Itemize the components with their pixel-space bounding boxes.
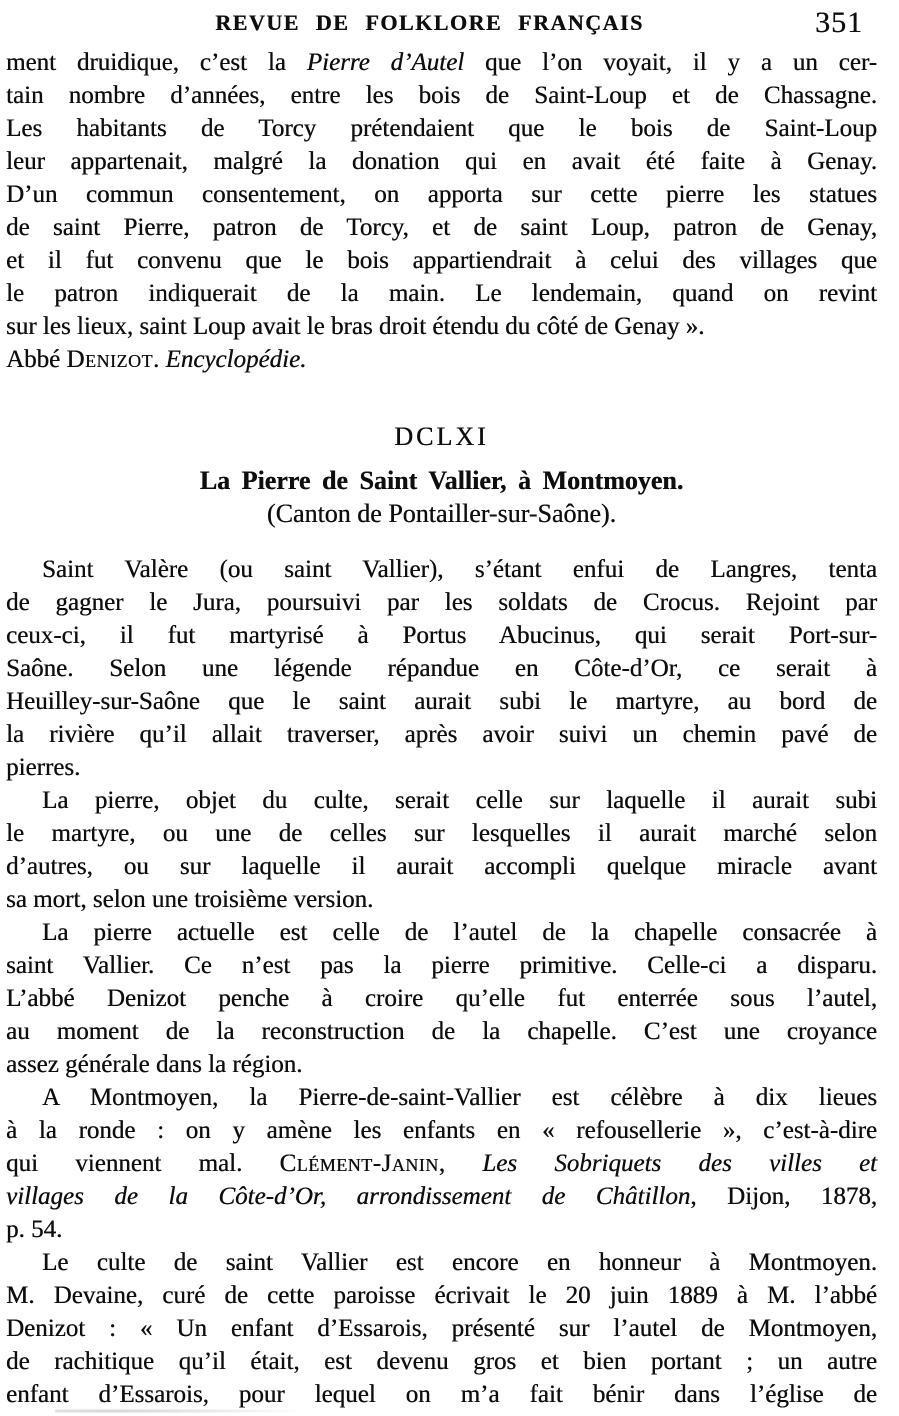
- text-line: [6, 751, 877, 784]
- text-line: [6, 310, 877, 343]
- paragraph-pierre-objet-du-culte: [6, 784, 877, 916]
- text-run: pierres.: [6, 754, 81, 781]
- text-run: Pierre d’Autel: [306, 49, 465, 76]
- text-line: [6, 718, 877, 751]
- text-line: [6, 619, 877, 652]
- text-line: [6, 343, 877, 376]
- text-run: L’abbé Denizot penche à croire qu’elle fut enterrée sous l’autel,: [6, 985, 877, 1012]
- text-run: ment druidique, c’est la: [6, 49, 307, 76]
- text-line: [6, 46, 877, 79]
- text-line: [6, 916, 877, 949]
- text-run: de saint Pierre, patron de Torcy, et de saint Loup, patron de Genay,: [6, 214, 877, 241]
- text-run: p. 54.: [6, 1216, 63, 1243]
- text-line: [6, 1081, 877, 1114]
- text-run: tain nombre d’années, entre les bois de Saint-Loup et de Chassagne.: [6, 82, 877, 109]
- text-run: , Dijon, 1878,: [690, 1183, 877, 1210]
- paragraph-saint-valere: [6, 553, 877, 784]
- page-header: [0, 8, 899, 38]
- text-run: Encyclopédie.: [165, 346, 307, 373]
- text-run: qui viennent mal.: [6, 1150, 280, 1177]
- text-run: enfant d’Essarois, pour lequel on m’a fait bénir dans l’église de: [6, 1381, 877, 1408]
- text-run: Saint Valère (ou saint Vallier), s’étant enfui de Langres, tenta: [42, 556, 877, 583]
- text-line: [6, 112, 877, 145]
- text-run: Saône. Selon une légende répandue en Côte-d’Or, ce serait à: [6, 655, 877, 682]
- text-run: à la ronde : on y amène les enfants en « refousellerie », c’est-à-dire: [6, 1117, 877, 1144]
- paragraph-pierre-actuelle: [6, 916, 877, 1081]
- text-run: assez générale dans la région.: [6, 1051, 303, 1078]
- text-run: Le culte de saint Vallier est encore en honneur à Montmoyen.: [42, 1249, 877, 1276]
- text-run: D’un commun consentement, on apporta sur cette pierre les statues: [6, 181, 877, 208]
- text-line: [6, 1213, 877, 1246]
- text-line: [6, 244, 877, 277]
- text-line: [6, 1345, 877, 1378]
- text-line: [6, 1378, 877, 1411]
- text-line: [6, 178, 877, 211]
- paragraph-pierre-d-autel: [6, 46, 877, 343]
- text-run: que l’on voyait, il y a un cer-: [464, 49, 877, 76]
- text-line: [6, 1015, 877, 1048]
- text-line: [6, 1279, 877, 1312]
- text-line: [6, 817, 877, 850]
- text-run: Denizot: [66, 346, 153, 373]
- text-line: [6, 79, 877, 112]
- text-line: [6, 145, 877, 178]
- text-run: .: [152, 346, 166, 373]
- text-run: Denizot : « Un enfant d’Essarois, présenté sur l’autel de Montmoyen,: [6, 1315, 877, 1342]
- text-run: M. Devaine, curé de cette paroisse écrivait le 20 juin 1889 à M. l’abbé: [6, 1282, 877, 1309]
- text-run: Les habitants de Torcy prétendaient que le bois de Saint-Loup: [6, 115, 877, 142]
- attribution-line: [6, 343, 877, 376]
- text-line: [6, 850, 877, 883]
- text-line: [6, 685, 877, 718]
- text-run: La pierre, objet du culte, serait celle sur laquelle il aurait subi: [42, 787, 877, 814]
- text-run: la rivière qu’il allait traverser, après avoir suivi un chemin pavé de: [6, 721, 877, 748]
- text-line: [6, 1048, 877, 1081]
- text-line: [6, 1312, 877, 1345]
- text-run: La pierre actuelle est celle de l’autel de la chapelle consacrée à: [42, 919, 877, 946]
- text-run: A Montmoyen, la Pierre-de-saint-Vallier est célèbre à dix lieues: [42, 1084, 877, 1111]
- text-run: sa mort, selon une troisième version.: [6, 886, 374, 913]
- section-title: La Pierre de Saint Vallier, à Montmoyen.: [199, 466, 684, 495]
- text-line: [6, 211, 877, 244]
- text-line: [6, 883, 877, 916]
- text-run: villages de la Côte-d’Or, arrondissement de Châtillon: [6, 1183, 691, 1210]
- text-run: au moment de la reconstruction de la chapelle. C’est une croyance: [6, 1018, 877, 1045]
- text-run: Abbé: [6, 346, 67, 373]
- text-run: saint Vallier. Ce n’est pas la pierre primitive. Celle-ci a disparu.: [6, 952, 877, 979]
- text-line: [6, 1246, 877, 1279]
- section-subtitle: (Canton de Pontailler-sur-Saône).: [266, 499, 617, 528]
- paragraph-culte-saint-vallier: [6, 1246, 877, 1411]
- text-run: Heuilley-sur-Saône que le saint aurait subi le martyre, au bord de: [6, 688, 877, 715]
- text-line: [6, 586, 877, 619]
- paragraph-montmoyen-refousellerie: [6, 1081, 877, 1246]
- journal-title: REVUE DE FOLKLORE FRANÇAIS: [215, 10, 644, 35]
- text-run: et il fut convenu que le bois appartiendrait à celui des villages que: [6, 247, 877, 274]
- text-run: ,: [438, 1150, 483, 1177]
- text-run: ceux-ci, il fut martyrisé à Portus Abucinus, qui serait Port-sur-: [6, 622, 877, 649]
- text-line: [6, 784, 877, 817]
- text-line: [6, 1147, 877, 1180]
- text-run: sur les lieux, saint Loup avait le bras droit étendu du côté de Genay ».: [6, 313, 705, 340]
- text-run: Clément-Janin: [279, 1150, 439, 1177]
- text-run: le patron indiquerait de la main. Le lendemain, quand on revint: [6, 280, 877, 307]
- text-run: Les Sobriquets des villes et: [482, 1150, 877, 1177]
- text-run: leur appartenait, malgré la donation qui en avait été faite à Genay.: [6, 148, 877, 175]
- text-line: [6, 1180, 877, 1213]
- text-line: [6, 1114, 877, 1147]
- text-line: [6, 982, 877, 1015]
- text-line: [6, 949, 877, 982]
- text-run: de rachitique qu’il était, est devenu gros et bien portant ; un autre: [6, 1348, 877, 1375]
- section-number-heading: DCLXI: [394, 422, 489, 451]
- scan-artifact: [55, 1408, 375, 1414]
- text-run: le martyre, ou une de celles sur lesquelles il aurait marché selon: [6, 820, 877, 847]
- page-number: 351: [815, 6, 863, 39]
- text-line: [6, 277, 877, 310]
- text-line: [6, 553, 877, 586]
- text-run: de gagner le Jura, poursuivi par les soldats de Crocus. Rejoint par: [6, 589, 877, 616]
- text-line: [6, 652, 877, 685]
- text-run: d’autres, ou sur laquelle il aurait accompli quelque miracle avant: [6, 853, 877, 880]
- page-body: [0, 46, 899, 1411]
